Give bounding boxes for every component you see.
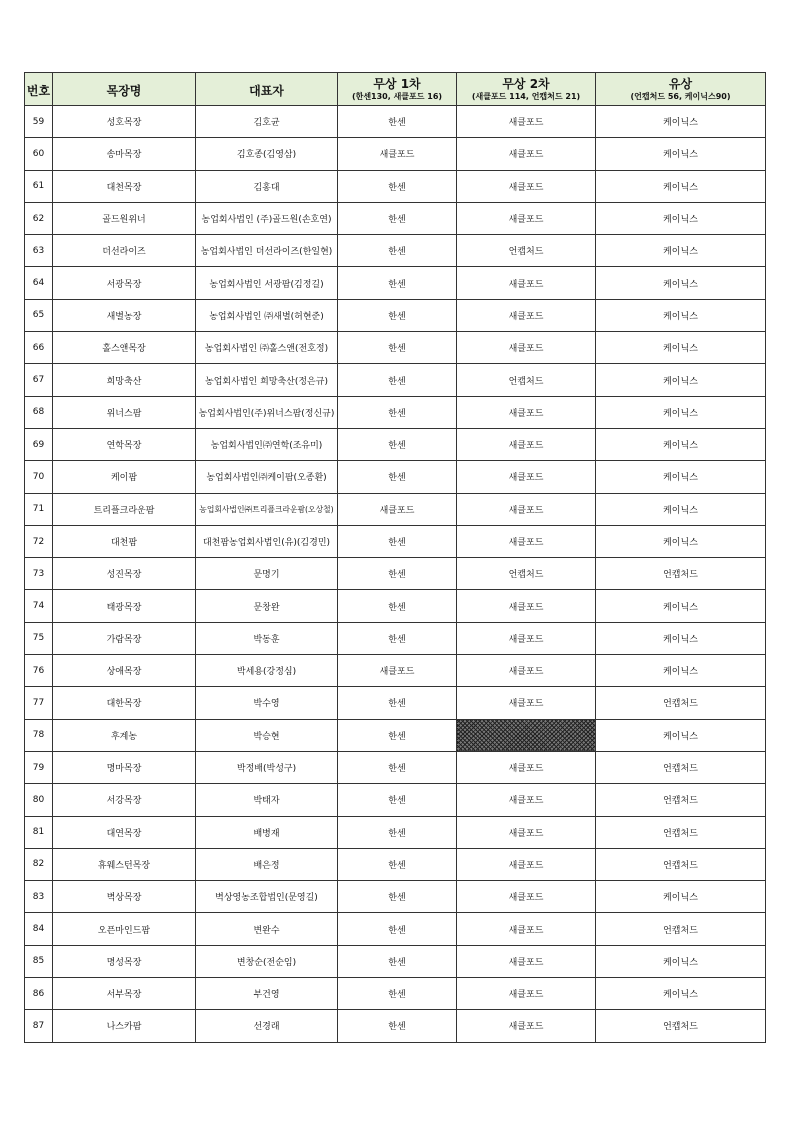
table-row bbox=[25, 364, 766, 396]
cell-farm: 대한목장 bbox=[53, 687, 196, 719]
cell-farm: 휴웨스턴목장 bbox=[53, 848, 196, 880]
cell-farm: 트리플크라운팜 bbox=[53, 493, 196, 525]
table-row bbox=[25, 719, 766, 751]
cell-no: 69 bbox=[25, 428, 53, 460]
cell-free-2: 새클포드 bbox=[457, 945, 596, 977]
cell-paid: 언캡처드 bbox=[596, 1010, 766, 1042]
cell-no: 74 bbox=[25, 590, 53, 622]
cell-free-2-hatched bbox=[457, 719, 596, 751]
cell-paid: 언캡처드 bbox=[596, 751, 766, 783]
cell-free-1: 한센 bbox=[338, 106, 457, 138]
cell-farm: 후계농 bbox=[53, 719, 196, 751]
cell-free-2: 새클포드 bbox=[457, 978, 596, 1010]
header-paid-sub: (언캡처드 56, 케이닉스90) bbox=[630, 91, 731, 101]
cell-free-2: 새클포드 bbox=[457, 299, 596, 331]
cell-no: 65 bbox=[25, 299, 53, 331]
cell-free-1: 한센 bbox=[338, 622, 457, 654]
cell-rep: 부건영 bbox=[196, 978, 338, 1010]
table-row bbox=[25, 235, 766, 267]
cell-no: 86 bbox=[25, 978, 53, 1010]
cell-paid: 케이닉스 bbox=[596, 364, 766, 396]
table-row bbox=[25, 332, 766, 364]
cell-farm: 위너스팜 bbox=[53, 396, 196, 428]
cell-free-2: 새클포드 bbox=[457, 784, 596, 816]
table-row bbox=[25, 655, 766, 687]
cell-rep: 농업회사법인 ㈜새별(허현준) bbox=[196, 299, 338, 331]
cell-paid: 케이닉스 bbox=[596, 881, 766, 913]
cell-rep: 박동훈 bbox=[196, 622, 338, 654]
cell-free-2: 언캡처드 bbox=[457, 364, 596, 396]
cell-no: 76 bbox=[25, 655, 53, 687]
cell-paid: 케이닉스 bbox=[596, 978, 766, 1010]
cell-paid: 케이닉스 bbox=[596, 332, 766, 364]
cell-free-1: 한센 bbox=[338, 299, 457, 331]
cell-free-2: 새클포드 bbox=[457, 687, 596, 719]
cell-farm: 송마목장 bbox=[53, 138, 196, 170]
cell-farm: 오픈마인드팜 bbox=[53, 913, 196, 945]
header-free-2 bbox=[457, 73, 596, 106]
cell-free-1: 한센 bbox=[338, 202, 457, 234]
cell-farm: 서강목장 bbox=[53, 784, 196, 816]
header-free-2-title: 무상 2차 bbox=[502, 76, 550, 91]
cell-free-2: 새클포드 bbox=[457, 493, 596, 525]
cell-farm: 대천팜 bbox=[53, 525, 196, 557]
cell-rep: 박수영 bbox=[196, 687, 338, 719]
cell-free-2: 새클포드 bbox=[457, 881, 596, 913]
cell-farm: 더선라이즈 bbox=[53, 235, 196, 267]
header-free-2-sub: (새클포드 114, 언캡처드 21) bbox=[471, 91, 581, 101]
cell-rep: 농업회사법인 (주)골드원(손호연) bbox=[196, 202, 338, 234]
table-header bbox=[25, 73, 766, 106]
table-row bbox=[25, 428, 766, 460]
cell-paid: 케이닉스 bbox=[596, 622, 766, 654]
cell-free-1: 한센 bbox=[338, 525, 457, 557]
cell-paid: 케이닉스 bbox=[596, 719, 766, 751]
table-row bbox=[25, 978, 766, 1010]
cell-free-2: 새클포드 bbox=[457, 751, 596, 783]
cell-no: 78 bbox=[25, 719, 53, 751]
cell-free-2: 새클포드 bbox=[457, 622, 596, 654]
cell-rep: 선경래 bbox=[196, 1010, 338, 1042]
cell-farm: 성진목장 bbox=[53, 558, 196, 590]
cell-paid: 케이닉스 bbox=[596, 235, 766, 267]
cell-farm: 명마목장 bbox=[53, 751, 196, 783]
table-row bbox=[25, 622, 766, 654]
cell-free-1: 새클포드 bbox=[338, 493, 457, 525]
cell-free-1: 한센 bbox=[338, 1010, 457, 1042]
cell-free-1: 한센 bbox=[338, 170, 457, 202]
table-row bbox=[25, 913, 766, 945]
cell-farm: 대천목장 bbox=[53, 170, 196, 202]
cell-no: 66 bbox=[25, 332, 53, 364]
cell-no: 85 bbox=[25, 945, 53, 977]
cell-farm: 골드원위너 bbox=[53, 202, 196, 234]
cell-farm: 대연목장 bbox=[53, 816, 196, 848]
cell-no: 77 bbox=[25, 687, 53, 719]
cell-farm: 서부목장 bbox=[53, 978, 196, 1010]
cell-paid: 케이닉스 bbox=[596, 267, 766, 299]
cell-rep: 농업회사법인㈜케이팜(오종환) bbox=[196, 461, 338, 493]
cell-rep: 김호균 bbox=[196, 106, 338, 138]
cell-no: 80 bbox=[25, 784, 53, 816]
cell-rep: 문창완 bbox=[196, 590, 338, 622]
cell-rep: 배은정 bbox=[196, 848, 338, 880]
cell-paid: 케이닉스 bbox=[596, 590, 766, 622]
table-row bbox=[25, 687, 766, 719]
cell-paid: 케이닉스 bbox=[596, 945, 766, 977]
cell-no: 87 bbox=[25, 1010, 53, 1042]
cell-rep: 농업회사법인 더선라이즈(한일현) bbox=[196, 235, 338, 267]
cell-rep: 농업회사법인 서광팜(김정길) bbox=[196, 267, 338, 299]
cell-farm: 연학목장 bbox=[53, 428, 196, 460]
cell-paid: 케이닉스 bbox=[596, 202, 766, 234]
table-row bbox=[25, 202, 766, 234]
cell-free-2: 새클포드 bbox=[457, 1010, 596, 1042]
cell-rep: 박정배(박성구) bbox=[196, 751, 338, 783]
table-row bbox=[25, 493, 766, 525]
cell-free-2: 새클포드 bbox=[457, 138, 596, 170]
cell-free-2: 새클포드 bbox=[457, 655, 596, 687]
cell-free-2: 새클포드 bbox=[457, 106, 596, 138]
cell-free-1: 한센 bbox=[338, 267, 457, 299]
cell-rep: 김호종(김영삼) bbox=[196, 138, 338, 170]
cell-no: 62 bbox=[25, 202, 53, 234]
cell-free-1: 한센 bbox=[338, 332, 457, 364]
cell-farm: 태광목장 bbox=[53, 590, 196, 622]
cell-free-1: 한센 bbox=[338, 428, 457, 460]
cell-no: 72 bbox=[25, 525, 53, 557]
table-row bbox=[25, 525, 766, 557]
cell-rep: 변창순(전순임) bbox=[196, 945, 338, 977]
cell-free-1: 새클포드 bbox=[338, 655, 457, 687]
cell-rep: 문명기 bbox=[196, 558, 338, 590]
cell-paid: 케이닉스 bbox=[596, 299, 766, 331]
cell-free-1: 한센 bbox=[338, 590, 457, 622]
table-row bbox=[25, 590, 766, 622]
cell-farm: 서광목장 bbox=[53, 267, 196, 299]
cell-free-1: 한센 bbox=[338, 784, 457, 816]
table-body bbox=[25, 106, 766, 1043]
cell-free-1: 한센 bbox=[338, 558, 457, 590]
cell-free-1: 한센 bbox=[338, 235, 457, 267]
cell-free-2: 새클포드 bbox=[457, 428, 596, 460]
cell-paid: 케이닉스 bbox=[596, 428, 766, 460]
cell-free-1: 한센 bbox=[338, 396, 457, 428]
cell-farm: 케이팜 bbox=[53, 461, 196, 493]
cell-free-2: 새클포드 bbox=[457, 267, 596, 299]
cell-no: 64 bbox=[25, 267, 53, 299]
cell-free-1: 한센 bbox=[338, 881, 457, 913]
cell-free-2: 새클포드 bbox=[457, 332, 596, 364]
header-free-1 bbox=[338, 73, 457, 106]
cell-paid: 언캡처드 bbox=[596, 913, 766, 945]
table-row bbox=[25, 816, 766, 848]
cell-free-1: 한센 bbox=[338, 719, 457, 751]
cell-free-1: 한센 bbox=[338, 687, 457, 719]
cell-paid: 언캡처드 bbox=[596, 784, 766, 816]
cell-paid: 케이닉스 bbox=[596, 493, 766, 525]
cell-no: 71 bbox=[25, 493, 53, 525]
cell-no: 63 bbox=[25, 235, 53, 267]
cell-free-2: 새클포드 bbox=[457, 590, 596, 622]
cell-free-1: 한센 bbox=[338, 913, 457, 945]
cell-paid: 케이닉스 bbox=[596, 655, 766, 687]
cell-rep: 배병재 bbox=[196, 816, 338, 848]
cell-farm: 명성목장 bbox=[53, 945, 196, 977]
header-rep: 대표자 bbox=[196, 73, 338, 106]
cell-rep: 벽상영농조합법인(문영길) bbox=[196, 881, 338, 913]
cell-no: 68 bbox=[25, 396, 53, 428]
table-row bbox=[25, 138, 766, 170]
cell-free-1: 한센 bbox=[338, 945, 457, 977]
cell-rep: 박세용(강정심) bbox=[196, 655, 338, 687]
table-row bbox=[25, 848, 766, 880]
cell-rep: 박승현 bbox=[196, 719, 338, 751]
cell-free-2: 새클포드 bbox=[457, 913, 596, 945]
cell-paid: 언캡처드 bbox=[596, 687, 766, 719]
cell-farm: 가람목장 bbox=[53, 622, 196, 654]
cell-no: 79 bbox=[25, 751, 53, 783]
header-free-1-sub: (한센130, 새클포드 16) bbox=[351, 91, 443, 101]
table-row bbox=[25, 1010, 766, 1042]
cell-paid: 케이닉스 bbox=[596, 396, 766, 428]
table-row bbox=[25, 170, 766, 202]
cell-free-2: 언캡처드 bbox=[457, 235, 596, 267]
cell-farm: 나스카팜 bbox=[53, 1010, 196, 1042]
cell-paid: 케이닉스 bbox=[596, 106, 766, 138]
cell-rep: 농업회사법인 ㈜홀스앤(전호정) bbox=[196, 332, 338, 364]
cell-farm: 상애목장 bbox=[53, 655, 196, 687]
cell-free-1: 한센 bbox=[338, 816, 457, 848]
cell-free-1: 한센 bbox=[338, 848, 457, 880]
cell-rep: 농업회사법인 희망축산(정은규) bbox=[196, 364, 338, 396]
cell-rep: 농업회사법인㈜트리플크라운팜(오상철) bbox=[196, 493, 338, 525]
cell-no: 84 bbox=[25, 913, 53, 945]
cell-paid: 언캡처드 bbox=[596, 848, 766, 880]
cell-rep: 농업회사법인(주)위너스팜(정신규) bbox=[196, 396, 338, 428]
cell-no: 75 bbox=[25, 622, 53, 654]
cell-free-2: 새클포드 bbox=[457, 816, 596, 848]
cell-free-2: 새클포드 bbox=[457, 848, 596, 880]
table-row bbox=[25, 299, 766, 331]
table-row bbox=[25, 558, 766, 590]
cell-free-2: 언캡처드 bbox=[457, 558, 596, 590]
cell-rep: 박태자 bbox=[196, 784, 338, 816]
cell-paid: 언캡처드 bbox=[596, 816, 766, 848]
cell-no: 60 bbox=[25, 138, 53, 170]
table-row bbox=[25, 396, 766, 428]
cell-free-1: 한센 bbox=[338, 978, 457, 1010]
header-no: 번호 bbox=[25, 73, 53, 106]
cell-free-2: 새클포드 bbox=[457, 461, 596, 493]
cell-free-2: 새클포드 bbox=[457, 396, 596, 428]
cell-paid: 케이닉스 bbox=[596, 525, 766, 557]
cell-no: 81 bbox=[25, 816, 53, 848]
cell-rep: 변완수 bbox=[196, 913, 338, 945]
cell-farm: 벽상목장 bbox=[53, 881, 196, 913]
cell-free-2: 새클포드 bbox=[457, 170, 596, 202]
cell-free-2: 새클포드 bbox=[457, 525, 596, 557]
cell-no: 83 bbox=[25, 881, 53, 913]
cell-no: 82 bbox=[25, 848, 53, 880]
header-farm: 목장명 bbox=[53, 73, 196, 106]
header-free-1-title: 무상 1차 bbox=[373, 76, 421, 91]
table-row bbox=[25, 267, 766, 299]
header-paid bbox=[596, 73, 766, 106]
cell-no: 61 bbox=[25, 170, 53, 202]
cell-free-1: 한센 bbox=[338, 461, 457, 493]
cell-rep: 농업회사법인㈜연학(조유미) bbox=[196, 428, 338, 460]
cell-paid: 케이닉스 bbox=[596, 138, 766, 170]
cell-free-1: 한센 bbox=[338, 751, 457, 783]
cell-farm: 희망축산 bbox=[53, 364, 196, 396]
cell-free-2: 새클포드 bbox=[457, 202, 596, 234]
table-row bbox=[25, 784, 766, 816]
table-row bbox=[25, 881, 766, 913]
table-row bbox=[25, 945, 766, 977]
cell-paid: 언캡처드 bbox=[596, 558, 766, 590]
cell-paid: 케이닉스 bbox=[596, 461, 766, 493]
header-paid-title: 유상 bbox=[668, 76, 693, 91]
cell-free-1: 새클포드 bbox=[338, 138, 457, 170]
cell-paid: 케이닉스 bbox=[596, 170, 766, 202]
cell-rep: 김홍대 bbox=[196, 170, 338, 202]
header-row bbox=[25, 73, 766, 106]
table-row bbox=[25, 461, 766, 493]
farm-table bbox=[24, 72, 766, 1043]
cell-no: 70 bbox=[25, 461, 53, 493]
table-row bbox=[25, 106, 766, 138]
cell-farm: 새별농장 bbox=[53, 299, 196, 331]
cell-free-1: 한센 bbox=[338, 364, 457, 396]
cell-farm: 홀스앤목장 bbox=[53, 332, 196, 364]
table-row bbox=[25, 751, 766, 783]
cell-no: 67 bbox=[25, 364, 53, 396]
cell-no: 59 bbox=[25, 106, 53, 138]
cell-farm: 성호목장 bbox=[53, 106, 196, 138]
cell-no: 73 bbox=[25, 558, 53, 590]
cell-rep: 대천팜농업회사법인(유)(김경민) bbox=[196, 525, 338, 557]
